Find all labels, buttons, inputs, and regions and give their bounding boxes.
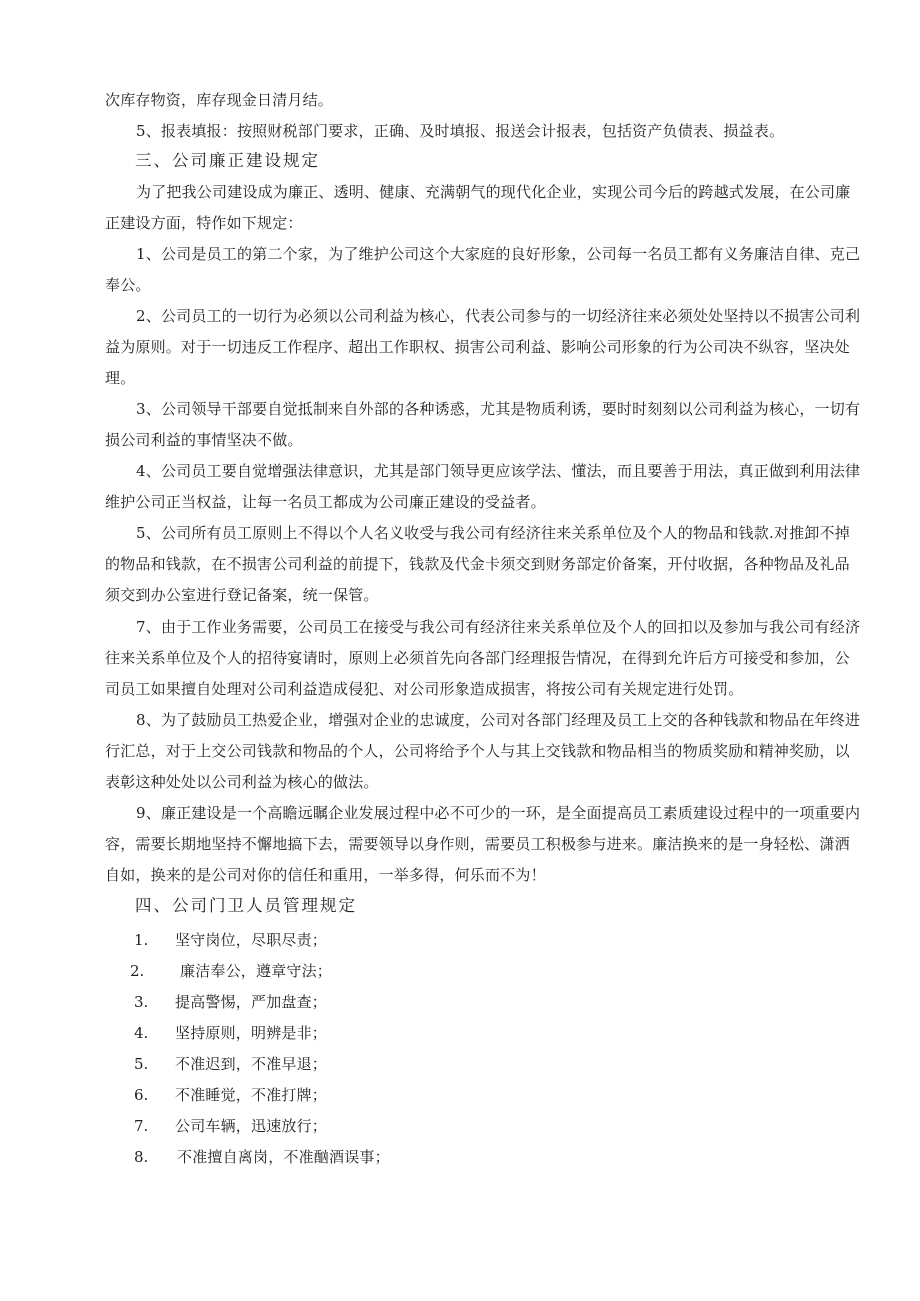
rule-number: 6.: [134, 1086, 149, 1104]
rule-number: 3.: [134, 993, 149, 1011]
paragraph-line: 2、公司员工的一切行为必须以公司利益为核心，代表公司参与的一切经济往来必须处处坚持以不损害公司利: [136, 307, 861, 325]
rule-text: 坚守岗位，尽职尽责；: [175, 931, 328, 949]
paragraph-line: 9、廉正建设是一个高瞻远瞩企业发展过程中必不可少的一环，是全面提高员工素质建设过程中的一项重要内: [136, 804, 861, 822]
rule-text: 不准睡觉，不准打牌；: [175, 1086, 328, 1104]
rule-text: 不准擅自离岗，不准酗酒误事；: [177, 1148, 390, 1166]
paragraph-line: 须交到办公室进行登记备案，统一保管。: [105, 586, 379, 604]
paragraph-line: 为了把我公司建设成为廉正、透明、健康、充满朝气的现代化企业，实现公司今后的跨越式发展，在公司廉: [136, 183, 851, 201]
rule-number: 2.: [130, 962, 145, 980]
paragraph-line: 理。: [105, 369, 136, 387]
paragraph-line: 行汇总，对于上交公司钱款和物品的个人，公司将给予个人与其上交钱款和物品相当的物质奖励和精神奖励，以: [105, 742, 850, 760]
paragraph-line: 5、公司所有员工原则上不得以个人名义收受与我公司有经济往来关系单位及个人的物品和钱款.对推卸不掉: [136, 524, 850, 542]
paragraph-line: 次库存物资，库存现金日清月结。: [105, 91, 334, 109]
rule-number: 8.: [134, 1148, 149, 1166]
paragraph-line: 表彰这种处处以公司利益为核心的做法。: [105, 773, 379, 791]
rule-text: 公司车辆，迅速放行；: [175, 1117, 328, 1135]
paragraph-line: 维护公司正当权益，让每一名员工都成为公司廉正建设的受益者。: [105, 493, 546, 511]
section-heading-3: 三、公司廉正建设规定: [135, 151, 320, 170]
section-heading-4: 四、公司门卫人员管理规定: [135, 896, 357, 915]
paragraph-line: 5、报表填报：按照财税部门要求，正确、及时填报、报送会计报表，包括资产负债表、损益表。: [136, 122, 785, 140]
rule-text: 提高警惕，严加盘查；: [175, 993, 328, 1011]
paragraph-line: 7、由于工作业务需要，公司员工在接受与我公司有经济往来关系单位及个人的回扣以及参加与我公司有经济: [136, 618, 861, 636]
paragraph-line: 损公司利益的事情坚决不做。: [105, 431, 303, 449]
paragraph-line: 司员工如果擅自处理对公司利益造成侵犯、对公司形象造成损害，将按公司有关规定进行处罚。: [105, 680, 744, 698]
paragraph-line: 4、公司员工要自觉增强法律意识，尤其是部门领导更应该学法、懂法，而且要善于用法，真正做到利用法律: [136, 462, 861, 480]
paragraph-line: 正建设方面，特作如下规定：: [105, 214, 303, 232]
rule-number: 1.: [134, 931, 149, 949]
rule-number: 7.: [134, 1117, 149, 1135]
paragraph-line: 容，需要长期地坚持不懈地搞下去，需要领导以身作则，需要员工积极参与进来。廉洁换来的是一身轻松、潇洒: [105, 835, 850, 853]
rule-number: 4.: [134, 1024, 149, 1042]
paragraph-line: 往来关系单位及个人的招待宴请时，原则上必须首先向各部门经理报告情况，在得到允许后方可接受和参加，公: [105, 649, 850, 667]
paragraph-line: 3、公司领导干部要自觉抵制来自外部的各种诱惑，尤其是物质利诱，要时时刻刻以公司利益为核心，一切有: [136, 400, 861, 418]
rule-text: 廉洁奉公，遵章守法；: [180, 962, 333, 980]
paragraph-line: 益为原则。对于一切违反工作程序、超出工作职权、损害公司利益、影响公司形象的行为公司决不纵容，坚决处: [105, 338, 850, 356]
rule-text: 不准迟到，不准早退；: [175, 1055, 328, 1073]
rule-text: 坚持原则，明辨是非；: [175, 1024, 328, 1042]
paragraph-line: 的物品和钱款，在不损害公司利益的前提下，钱款及代金卡须交到财务部定价备案，开付收据，各种物品及礼品: [105, 555, 850, 573]
rule-number: 5.: [134, 1055, 149, 1073]
paragraph-line: 1、公司是员工的第二个家，为了维护公司这个大家庭的良好形象，公司每一名员工都有义务廉洁自律、克己: [136, 245, 861, 263]
paragraph-line: 8、为了鼓励员工热爱企业，增强对企业的忠诚度，公司对各部门经理及员工上交的各种钱款和物品在年终进: [136, 711, 861, 729]
paragraph-line: 自如，换来的是公司对你的信任和重用，一举多得，何乐而不为！: [105, 866, 546, 884]
paragraph-line: 奉公。: [105, 276, 151, 294]
